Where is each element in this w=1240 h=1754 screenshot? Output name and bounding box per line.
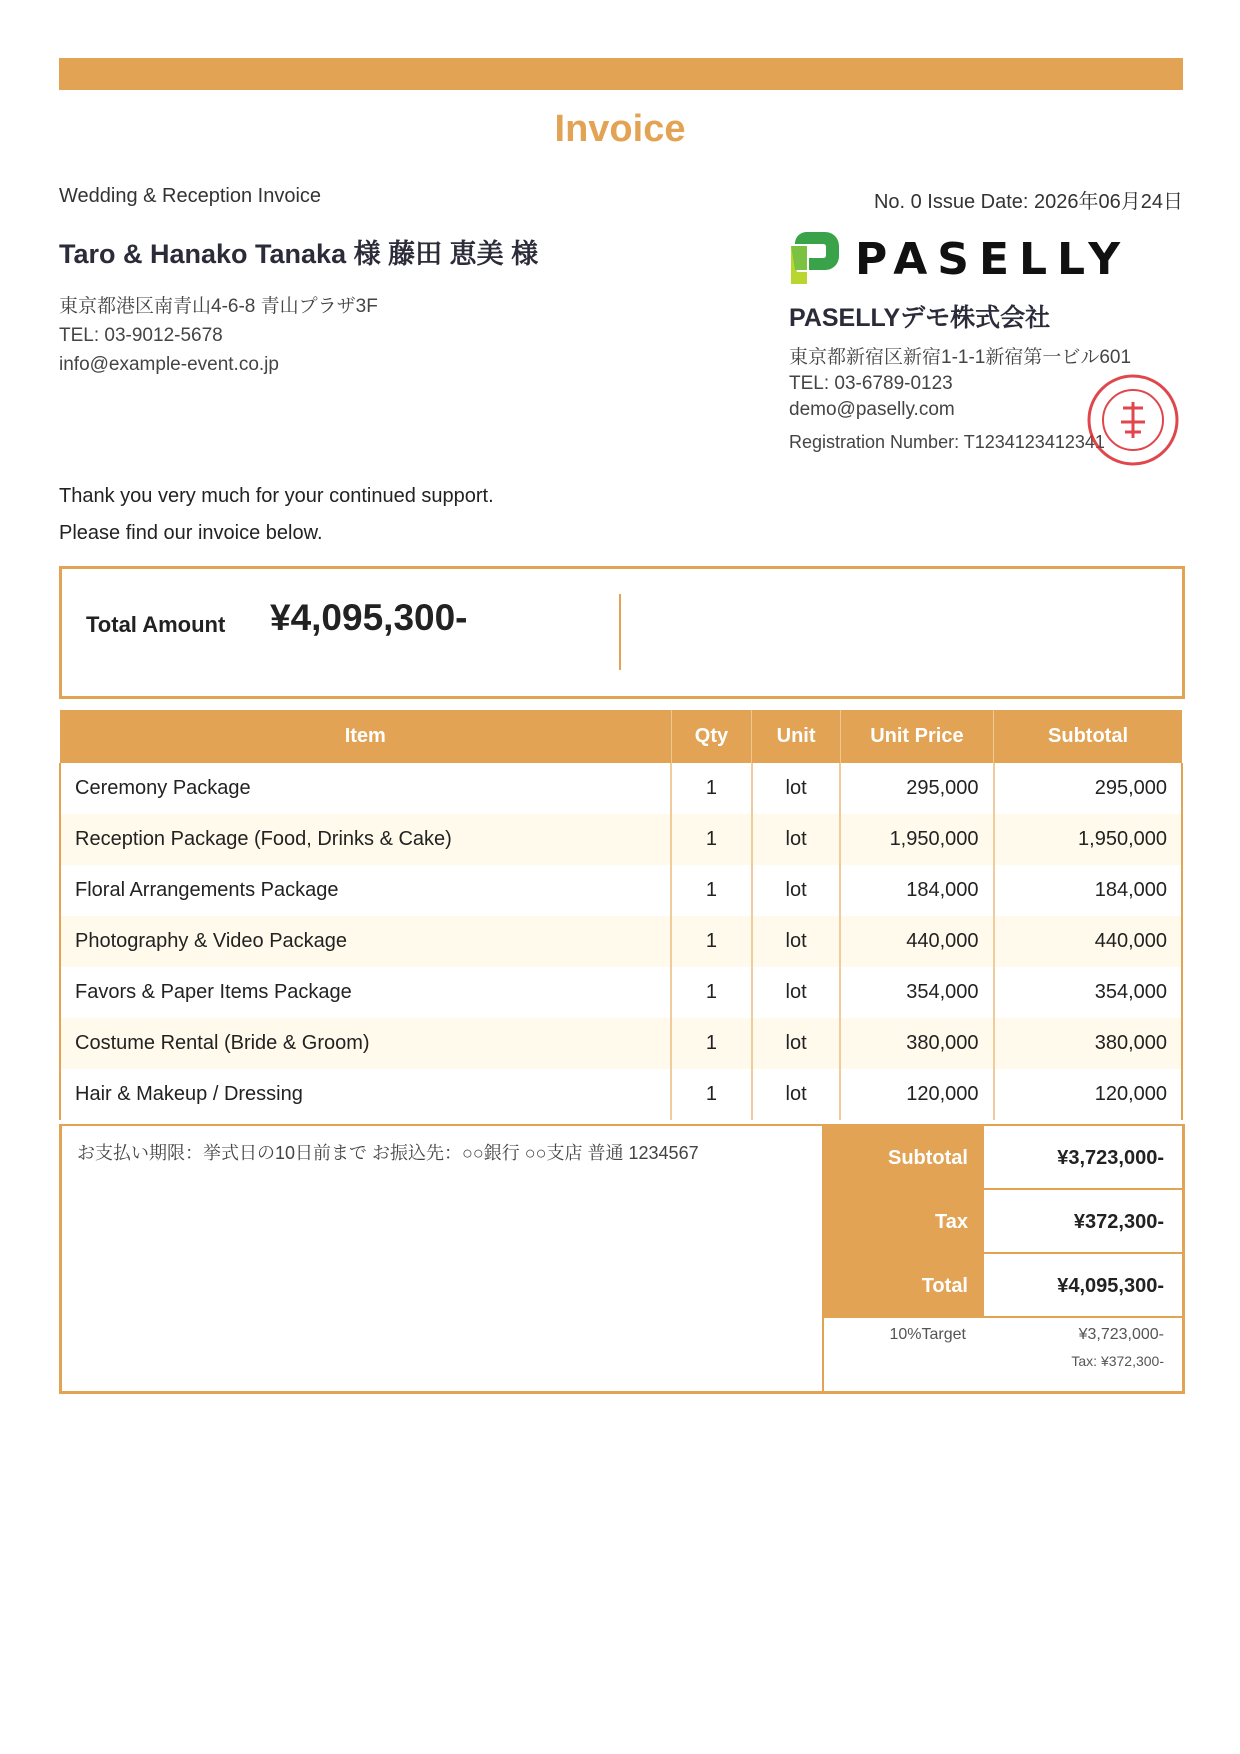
item-unit-price: 440,000 [840,916,993,967]
company-address [789,345,1131,423]
item-unit: lot [752,1018,840,1069]
table-row [60,967,1182,1018]
company-seal-icon [1085,372,1181,468]
summary-total-row [824,1254,1182,1318]
item-name: Costume Rental (Bride & Groom) [60,1018,671,1069]
logo-wordmark: PASELLY [855,234,1131,285]
company-logo [789,232,1131,286]
tax-breakdown-value: Tax: ¥372,300- [1071,1353,1164,1369]
item-unit: lot [752,865,840,916]
header-accent-bar [59,58,1183,90]
item-unit: lot [752,967,840,1018]
table-row [60,763,1182,814]
summary-total-label: Total [824,1254,984,1318]
header-subtotal: Subtotal [994,710,1182,763]
item-name: Floral Arrangements Package [60,865,671,916]
item-unit: lot [752,763,840,814]
summary-section [59,1124,1185,1394]
client-phone: TEL: 03-9012-5678 [59,325,223,346]
summary-subtotal-label: Subtotal [824,1126,984,1190]
greeting-line: Please find our invoice below. [59,522,323,544]
client-address-line: 東京都港区南青山4-6-8 青山プラザ3F [59,296,378,317]
company-address-line: 東京都新宿区新宿1-1-1新宿第一ビル601 [789,347,1132,368]
client-email: info@example-event.co.jp [59,354,279,375]
item-subtotal: 120,000 [994,1069,1182,1120]
total-amount-value: ¥4,095,300- [270,597,468,638]
item-unit-price: 184,000 [840,865,993,916]
client-name: Taro & Hanako Tanaka 様 藤田 恵美 様 [59,239,539,269]
item-name: Reception Package (Food, Drinks & Cake) [60,814,671,865]
total-box-divider [619,594,621,670]
item-name: Hair & Makeup / Dressing [60,1069,671,1120]
summary-subtotal-value: ¥3,723,000- [984,1126,1182,1190]
tax-target-label: 10%Target [889,1326,966,1343]
item-qty: 1 [671,814,752,865]
item-qty: 1 [671,1018,752,1069]
invoice-subtitle: Wedding & Reception Invoice [59,185,322,207]
company-name: PASELLYデモ株式会社 [789,304,1051,332]
item-subtotal: 184,000 [994,865,1182,916]
item-name: Photography & Video Package [60,916,671,967]
summary-subtotal-row [824,1126,1182,1190]
total-amount-label: Total Amount [86,612,226,637]
item-subtotal: 440,000 [994,916,1182,967]
table-header-row [60,710,1182,763]
item-subtotal: 295,000 [994,763,1182,814]
summary-tax-value: ¥372,300- [984,1190,1182,1254]
item-subtotal: 380,000 [994,1018,1182,1069]
item-name: Favors & Paper Items Package [60,967,671,1018]
item-subtotal: 1,950,000 [994,814,1182,865]
item-unit-price: 120,000 [840,1069,993,1120]
logo-mark-icon [789,232,839,284]
header-unit-price: Unit Price [840,710,993,763]
item-unit-price: 295,000 [840,763,993,814]
registration-number: Registration Number: T1234123412341 [789,432,1105,452]
item-name: Ceremony Package [60,763,671,814]
summary-tax-label: Tax [824,1190,984,1254]
summary-tax-row [824,1190,1182,1254]
payment-note: お支払い期限：挙式日の10日前まで お振込先：○○銀行 ○○支店 普通 1234567 [77,1143,699,1163]
item-qty: 1 [671,763,752,814]
summary-total-value: ¥4,095,300- [984,1254,1182,1318]
item-unit-price: 380,000 [840,1018,993,1069]
item-unit: lot [752,916,840,967]
greeting [59,478,494,552]
item-subtotal: 354,000 [994,967,1182,1018]
item-unit-price: 1,950,000 [840,814,993,865]
header-item: Item [60,710,671,763]
client-address [59,292,378,379]
page-title: Invoice [554,108,686,150]
table-row [60,1018,1182,1069]
item-qty: 1 [671,865,752,916]
item-qty: 1 [671,916,752,967]
issue-info: No. 0 Issue Date: 2026年06月24日 [873,191,1183,213]
line-items-table [59,710,1183,1120]
greeting-line: Thank you very much for your continued support. [59,485,494,507]
header-qty: Qty [671,710,752,763]
tax-target-value: ¥3,723,000- [1078,1326,1164,1343]
table-row [60,1069,1182,1120]
company-phone: TEL: 03-6789-0123 [789,373,953,394]
item-unit-price: 354,000 [840,967,993,1018]
table-row [60,865,1182,916]
table-row [60,814,1182,865]
item-qty: 1 [671,1069,752,1120]
total-amount-box [59,566,1185,699]
item-qty: 1 [671,967,752,1018]
header-unit: Unit [752,710,840,763]
company-email: demo@paselly.com [789,399,955,420]
item-unit: lot [752,814,840,865]
table-row [60,916,1182,967]
item-unit: lot [752,1069,840,1120]
